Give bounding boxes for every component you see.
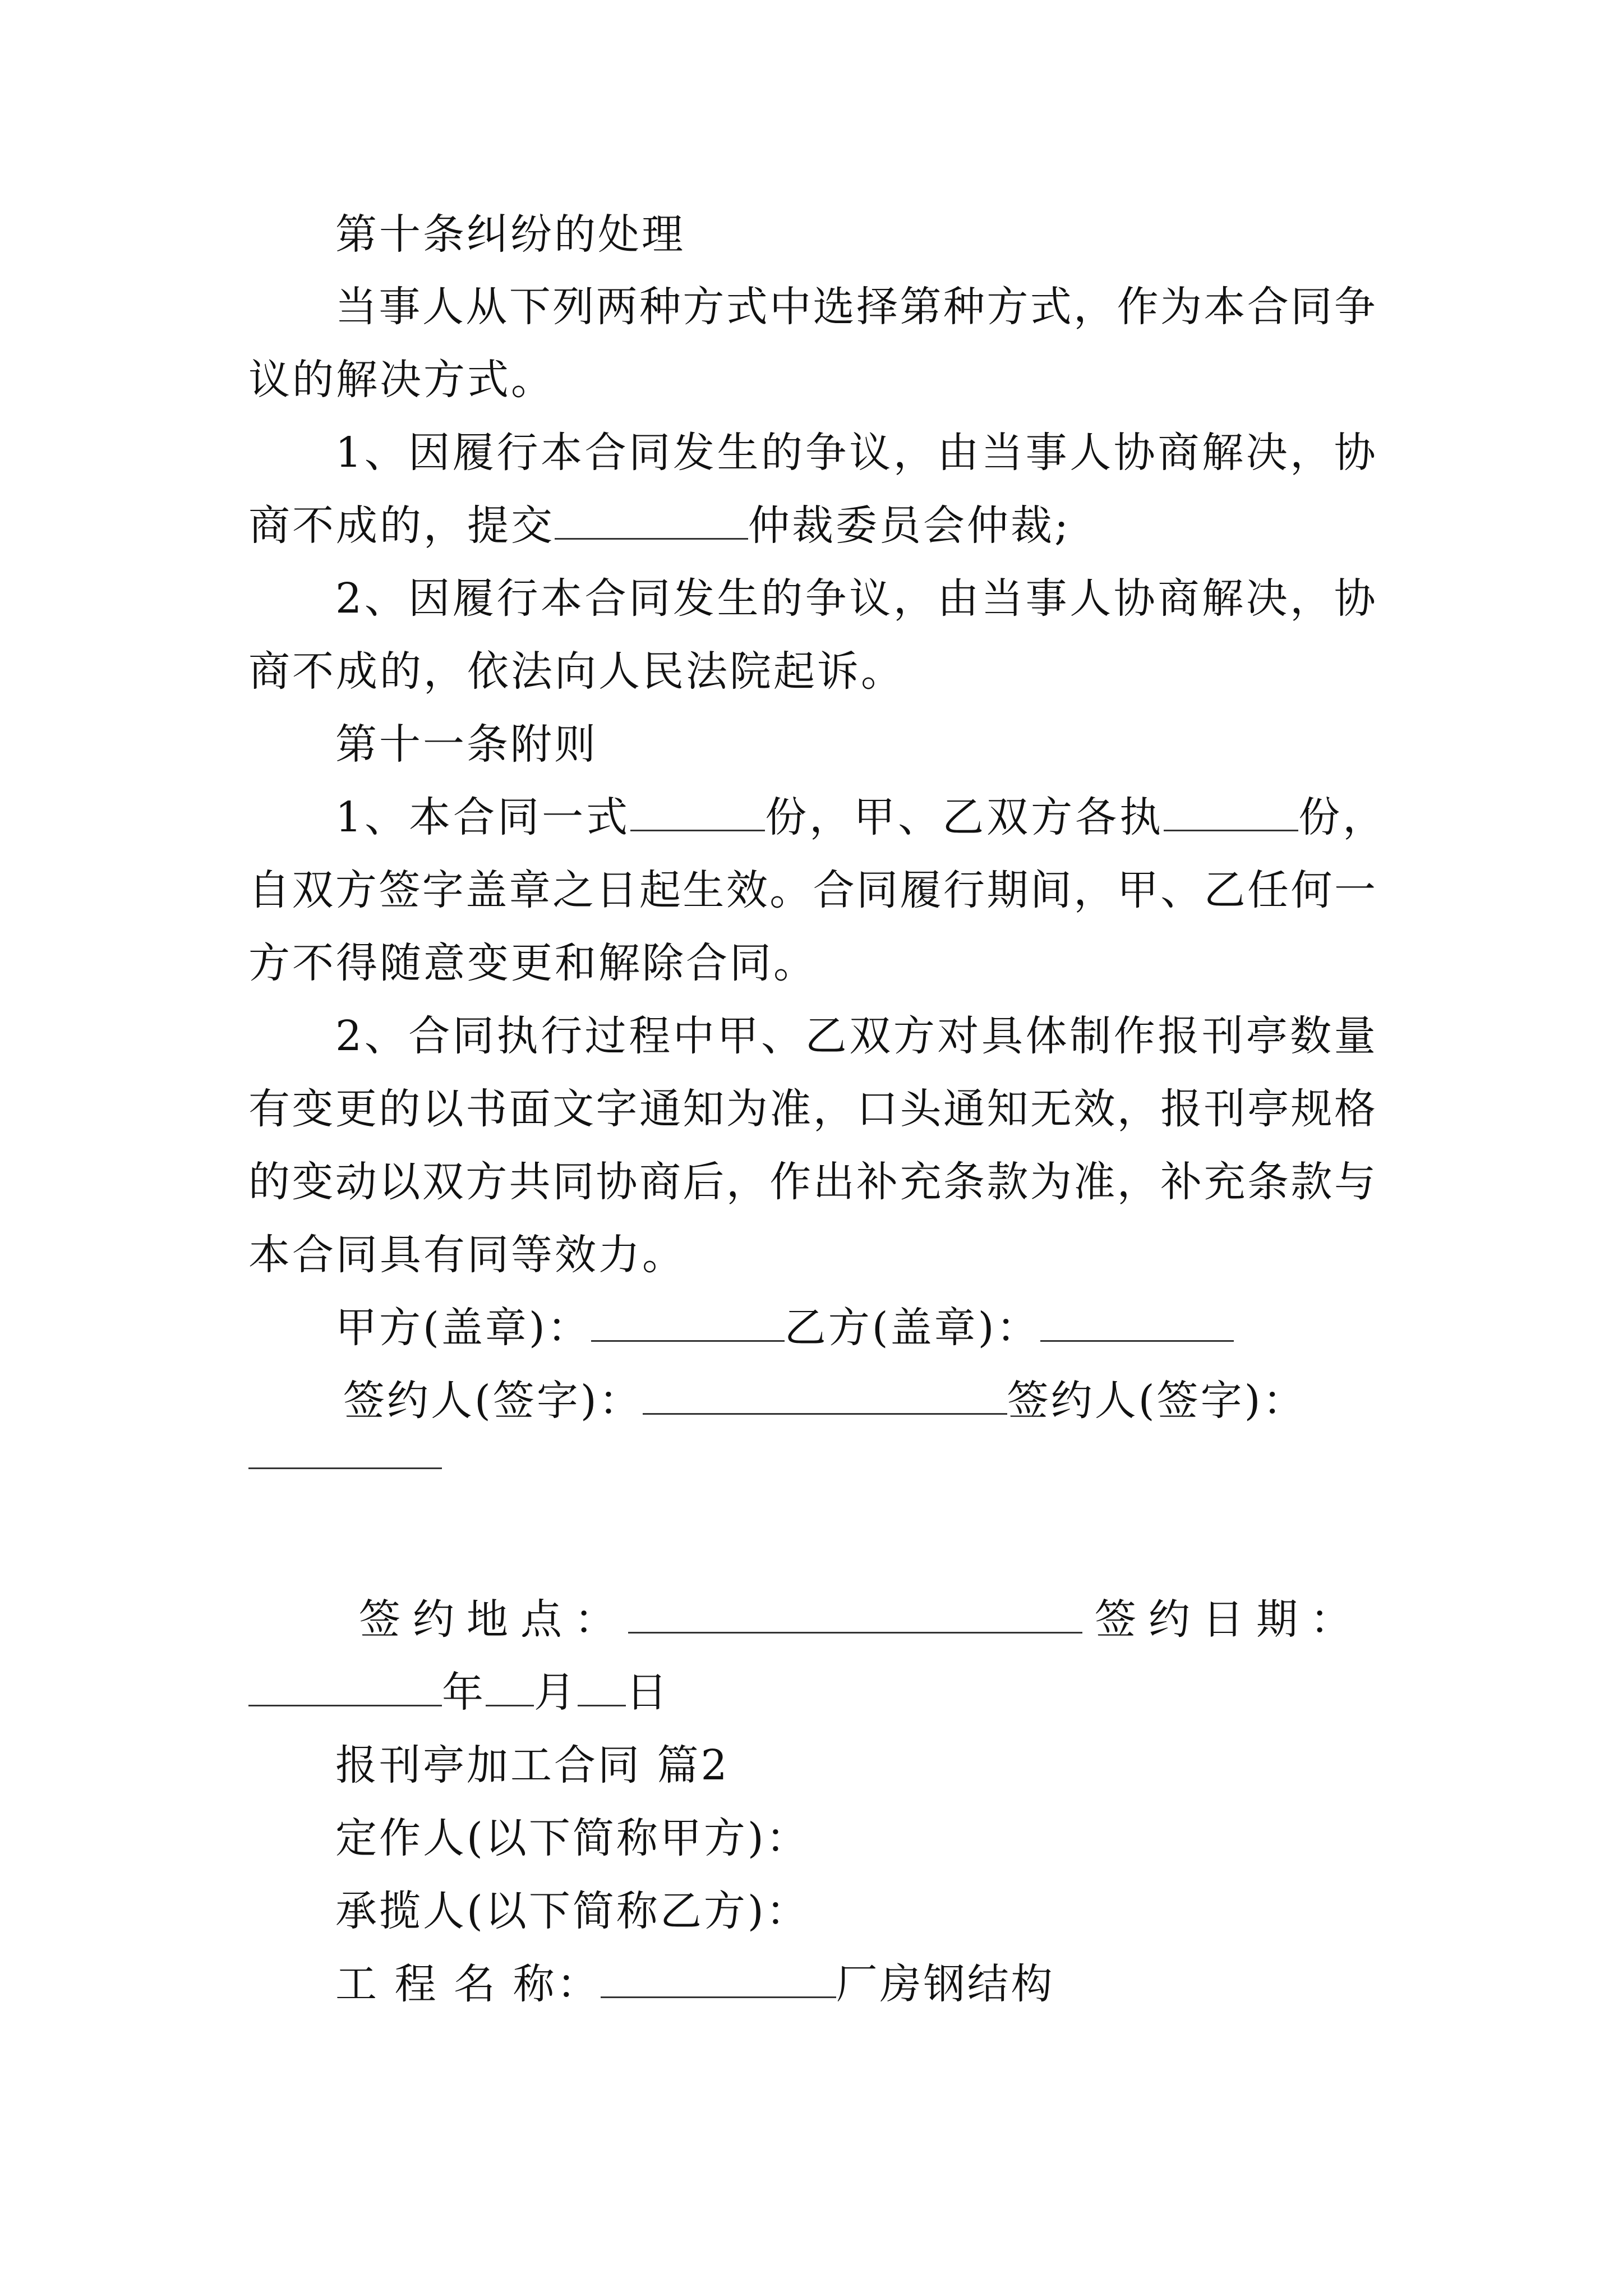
glyph: 合 <box>408 1012 450 1060</box>
glyph: 发 <box>672 429 714 477</box>
glyph: 书 <box>465 1085 508 1133</box>
glyph: 合 <box>813 866 855 914</box>
glyph: 知 <box>986 1085 1029 1133</box>
glyph: 商 <box>639 1158 681 1206</box>
glyph: 的 <box>761 574 803 623</box>
year-label: 年 <box>442 1668 486 1717</box>
day-label: 日 <box>626 1668 670 1717</box>
glyph: ， <box>726 1158 768 1206</box>
glyph: 盖 <box>465 866 508 914</box>
glyph: 报 <box>1158 1012 1200 1060</box>
glyph: 、 <box>1160 866 1202 914</box>
glyph: 具 <box>981 1012 1023 1060</box>
glyph: 条 <box>1247 1158 1289 1206</box>
glyph: ， <box>1073 866 1115 914</box>
glyph: 同 <box>629 574 671 623</box>
glyph: 更 <box>335 1085 377 1133</box>
glyph: 择 <box>856 283 898 331</box>
glyph: 文 <box>552 1085 594 1133</box>
glyph: 共 <box>509 1158 551 1206</box>
signer-b-blank <box>248 1467 442 1469</box>
glyph: 行 <box>496 429 538 477</box>
glyph: ， <box>893 574 935 623</box>
glyph: 同 <box>629 429 671 477</box>
glyph: 同 <box>552 1158 594 1206</box>
glyph: 争 <box>1334 283 1376 331</box>
glyph: 无 <box>1030 1085 1072 1133</box>
glyph: 章 <box>509 866 551 914</box>
glyph: 规 <box>1290 1085 1332 1133</box>
glyph: 协 <box>596 1158 638 1206</box>
project-name-blank <box>601 1962 836 1998</box>
glyph: 的 <box>379 1085 421 1133</box>
glyph: 格 <box>1334 1085 1376 1133</box>
party-b-seal-label: 乙方(盖章)： <box>784 1304 1040 1352</box>
sign-place-label: 签约地点： <box>359 1595 628 1644</box>
glyph: 头 <box>900 1085 942 1133</box>
party-a-seal-blank <box>591 1305 785 1342</box>
glyph: 因 <box>408 574 450 623</box>
glyph: 口 <box>856 1085 898 1133</box>
article-10-title: 第十条纠纷的处理 <box>335 210 685 259</box>
glyph: 刊 <box>1204 1085 1246 1133</box>
copies-total-blank <box>630 795 765 831</box>
glyph: 一 <box>1334 866 1376 914</box>
glyph: 款 <box>1290 1158 1332 1206</box>
glyph: 作 <box>769 1158 811 1206</box>
glyph: 条 <box>943 1158 985 1206</box>
glyph: 通 <box>943 1085 985 1133</box>
glyph: 乙 <box>1204 866 1246 914</box>
article-11-item-1-line-2 <box>248 862 1376 918</box>
glyph: 字 <box>596 1085 638 1133</box>
glyph: 人 <box>1069 574 1112 623</box>
glyph: 执 <box>496 1012 538 1060</box>
glyph: 以 <box>422 1085 464 1133</box>
glyph: 协 <box>1334 574 1376 623</box>
glyph: ， <box>1290 574 1332 623</box>
glyph: 为 <box>726 1085 768 1133</box>
glyph: 补 <box>856 1158 898 1206</box>
signer-line <box>343 1373 1307 1429</box>
glyph: 程 <box>629 1012 671 1060</box>
party-a-seal-label: 甲方(盖章)： <box>335 1304 591 1352</box>
glyph: 双 <box>292 866 334 914</box>
glyph: 当 <box>335 283 377 331</box>
article-10-item-2-line-2: 商不成的，依法向人民法院起诉。 <box>248 647 905 696</box>
glyph: 双 <box>849 1012 891 1060</box>
glyph: 变 <box>292 1158 334 1206</box>
glyph: 中 <box>769 283 811 331</box>
sign-date-label: 签约日期： <box>1095 1595 1364 1644</box>
glyph: 事 <box>379 283 421 331</box>
copies-each-blank <box>1164 795 1298 831</box>
glyph: 本 <box>1204 283 1246 331</box>
glyph: 式 <box>726 283 768 331</box>
glyph: 解 <box>1201 429 1243 477</box>
glyph: 事 <box>1025 429 1067 477</box>
glyph: 通 <box>639 1085 681 1133</box>
glyph: 生 <box>717 574 759 623</box>
sign-place-line <box>359 1591 1364 1648</box>
glyph: 决 <box>1246 429 1288 477</box>
glyph: ， <box>1073 283 1115 331</box>
glyph: 报 <box>1160 1085 1202 1133</box>
month-blank <box>486 1670 534 1706</box>
glyph: 作 <box>1113 1012 1155 1060</box>
glyph: 合 <box>584 429 626 477</box>
glyph: 。 <box>769 866 811 914</box>
glyph: 作 <box>1117 283 1159 331</box>
glyph: 合 <box>584 574 626 623</box>
glyph: 议 <box>849 574 891 623</box>
glyph: 对 <box>937 1012 979 1060</box>
glyph: 方 <box>683 283 725 331</box>
glyph: 充 <box>900 1158 942 1206</box>
contract-heading-2: 报刊亭加工合同 篇2 <box>335 1741 730 1789</box>
glyph: ， <box>1290 429 1332 477</box>
text-segment: 仲裁委员会仲裁; <box>748 501 1071 550</box>
glyph: 争 <box>805 429 847 477</box>
party-b-seal-blank <box>1040 1305 1234 1342</box>
article-11-title: 第十一条附则 <box>335 720 598 769</box>
glyph: 日 <box>596 866 638 914</box>
glyph: 后 <box>683 1158 725 1206</box>
glyph: 体 <box>1025 1012 1067 1060</box>
article-11-item-1-line-3: 方不得随意变更和解除合同。 <box>248 939 817 987</box>
glyph: 的 <box>248 1158 290 1206</box>
glyph: 准 <box>1073 1158 1115 1206</box>
glyph: 数 <box>1290 1012 1332 1060</box>
glyph: 何 <box>1290 866 1332 914</box>
glyph: 种 <box>639 283 681 331</box>
project-name-value: 厂房钢结构 <box>836 1960 1055 2008</box>
glyph: 甲 <box>1117 866 1159 914</box>
contractor-line: 承揽人(以下简称乙方)： <box>335 1887 810 1935</box>
text-segment: 商不成的，提交 <box>248 501 555 550</box>
glyph: 以 <box>379 1158 421 1206</box>
glyph: 知 <box>683 1085 725 1133</box>
glyph: 履 <box>452 429 494 477</box>
glyph: 效 <box>726 866 768 914</box>
glyph: 2 <box>335 574 362 623</box>
glyph: 亭 <box>1246 1012 1288 1060</box>
glyph: 人 <box>422 283 464 331</box>
glyph: 期 <box>986 866 1029 914</box>
glyph: 行 <box>496 574 538 623</box>
glyph: 行 <box>541 1012 583 1060</box>
article-10-item-2-line-1 <box>335 570 1376 627</box>
glyph: 解 <box>1201 574 1243 623</box>
year-blank <box>248 1670 442 1706</box>
signer-a-label: 签约人(签字)： <box>343 1377 643 1425</box>
glyph: 方 <box>893 1012 935 1060</box>
text-segment: 份， <box>1298 793 1387 841</box>
glyph: 方 <box>986 283 1029 331</box>
glyph: 当 <box>981 429 1023 477</box>
glyph: 行 <box>943 866 985 914</box>
signer-a-blank <box>643 1378 1007 1415</box>
glyph: ， <box>813 1085 855 1133</box>
article-10-intro-line-2: 议的解决方式。 <box>248 356 555 404</box>
glyph: 、 <box>761 1012 803 1060</box>
glyph: 、 <box>364 429 406 477</box>
glyph: 款 <box>986 1158 1029 1206</box>
glyph: 列 <box>552 283 594 331</box>
glyph: 1 <box>335 429 362 477</box>
glyph: ， <box>1117 1158 1159 1206</box>
article-10-item-1-line-1 <box>335 425 1376 481</box>
glyph: 合 <box>1247 283 1289 331</box>
glyph: 同 <box>856 866 898 914</box>
glyph: 商 <box>1158 574 1200 623</box>
glyph: 量 <box>1334 1012 1376 1060</box>
glyph: 协 <box>1113 574 1155 623</box>
text-segment: 1、本合同一式 <box>335 793 631 841</box>
article-11-item-2-line-3 <box>248 1154 1376 1210</box>
glyph: 生 <box>717 429 759 477</box>
glyph: 面 <box>509 1085 551 1133</box>
glyph: 争 <box>805 574 847 623</box>
glyph: 生 <box>683 866 725 914</box>
article-11-item-2-line-1 <box>335 1008 1376 1064</box>
glyph: 两 <box>596 283 638 331</box>
glyph: 变 <box>292 1085 334 1133</box>
glyph: 决 <box>1246 574 1288 623</box>
glyph: 协 <box>1334 429 1376 477</box>
glyph: 由 <box>937 574 979 623</box>
glyph: 字 <box>422 866 464 914</box>
glyph: 效 <box>1073 1085 1115 1133</box>
article-10-item-1-line-2 <box>248 498 1071 554</box>
glyph: 同 <box>452 1012 494 1060</box>
month-label: 月 <box>534 1668 578 1717</box>
glyph: 制 <box>1069 1012 1112 1060</box>
glyph: 、 <box>364 574 406 623</box>
glyph: 人 <box>1069 429 1112 477</box>
text-segment: 份，甲、乙双方各执 <box>765 793 1164 841</box>
glyph: 签 <box>379 866 421 914</box>
glyph: 商 <box>1158 429 1200 477</box>
glyph: 第 <box>900 283 942 331</box>
glyph: 方 <box>335 866 377 914</box>
glyph: 本 <box>541 429 583 477</box>
glyph: 种 <box>943 283 985 331</box>
glyph: 补 <box>1160 1158 1202 1206</box>
glyph: 中 <box>672 1012 714 1060</box>
glyph: ， <box>1117 1085 1159 1133</box>
glyph: 充 <box>1204 1158 1246 1206</box>
glyph: 方 <box>465 1158 508 1206</box>
glyph: 间 <box>1030 866 1072 914</box>
glyph: 式 <box>1030 283 1072 331</box>
glyph: 由 <box>937 429 979 477</box>
glyph: 履 <box>452 574 494 623</box>
glyph: 事 <box>1025 574 1067 623</box>
glyph: 动 <box>335 1158 377 1206</box>
glyph: 2 <box>335 1012 362 1060</box>
glyph: 出 <box>813 1158 855 1206</box>
day-blank <box>578 1670 626 1706</box>
glyph: 协 <box>1113 429 1155 477</box>
sign-date-line <box>248 1664 670 1720</box>
glyph: 刊 <box>1201 1012 1243 1060</box>
glyph: 的 <box>761 429 803 477</box>
glyph: 发 <box>672 574 714 623</box>
glyph: 有 <box>248 1085 290 1133</box>
party-seal-line <box>335 1300 1234 1356</box>
arbitration-committee-blank <box>555 503 748 540</box>
sign-place-blank <box>628 1597 1082 1634</box>
glyph: ， <box>893 429 935 477</box>
glyph: 任 <box>1247 866 1289 914</box>
glyph: 之 <box>552 866 594 914</box>
glyph: 双 <box>422 1158 464 1206</box>
glyph: 甲 <box>717 1012 759 1060</box>
glyph: 起 <box>639 866 681 914</box>
glyph: 自 <box>248 866 290 914</box>
glyph: 下 <box>509 283 551 331</box>
glyph: 同 <box>1290 283 1332 331</box>
orderer-line: 定作人(以下简称甲方)： <box>335 1814 810 1862</box>
article-11-item-2-line-2 <box>248 1081 1376 1137</box>
glyph: 本 <box>541 574 583 623</box>
glyph: 亭 <box>1247 1085 1289 1133</box>
glyph: 履 <box>900 866 942 914</box>
glyph: 准 <box>769 1085 811 1133</box>
article-10-intro-line-1 <box>335 279 1376 335</box>
glyph: 为 <box>1030 1158 1072 1206</box>
signer-b-label: 签约人(签字)： <box>1007 1377 1307 1425</box>
glyph: 、 <box>364 1012 406 1060</box>
article-11-item-2-line-4: 本合同具有同等效力。 <box>248 1231 686 1279</box>
glyph: 从 <box>465 283 508 331</box>
glyph: 因 <box>408 429 450 477</box>
glyph: 议 <box>849 429 891 477</box>
glyph: 选 <box>813 283 855 331</box>
glyph: 过 <box>584 1012 626 1060</box>
project-name-line <box>335 1956 1055 2012</box>
project-name-label: 工 程 名 称： <box>335 1960 601 2008</box>
glyph: 与 <box>1334 1158 1376 1206</box>
glyph: 当 <box>981 574 1023 623</box>
glyph: 为 <box>1160 283 1202 331</box>
article-11-item-1-line-1 <box>335 789 1387 845</box>
glyph: 乙 <box>805 1012 847 1060</box>
